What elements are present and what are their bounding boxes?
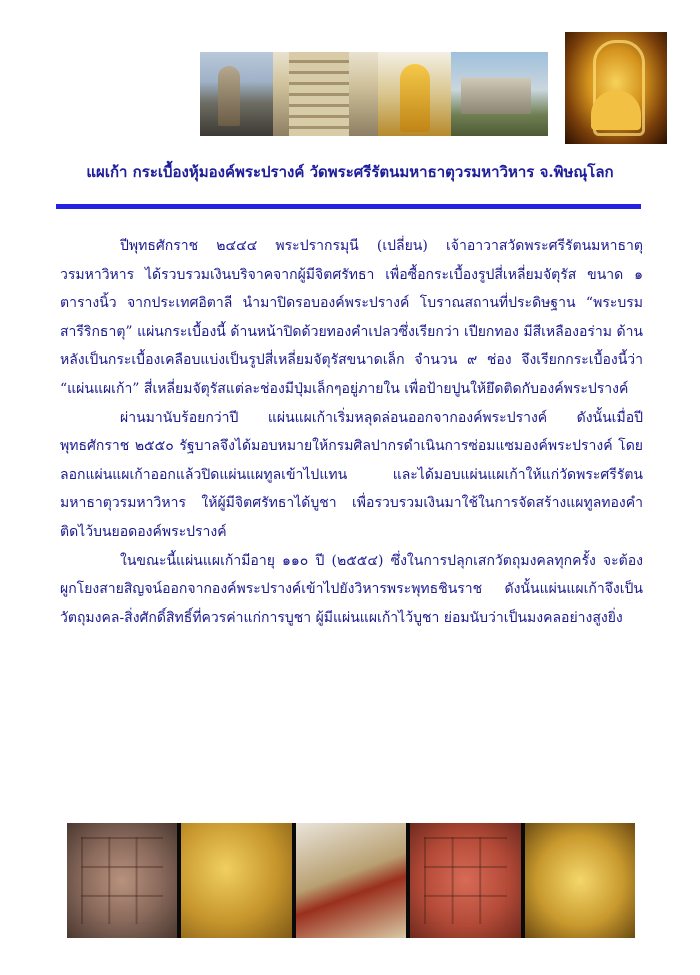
paragraph-significance: ในขณะนี้แผ่นแผเก้ามีอายุ ๑๑๐ ปี (๒๕๕๔) ซึ่งในการปลุกเสกวัตถุมงคลทุกครั้ง จะต้องผูกโยงสายสิญจน์ออกจากองค์พระปรางค์เข้าไปยังวิหารพระพุทธชินราช ดังนั้นแผ่นแผเก้าจึงเป็นวัตถุมงคล-สิ่งศักดิ์สิทธิ์ที่ควรค่าแก่การบูชา ผู้มีแผ่นแผเก้าไว้บูชา ย่อมนับว่าเป็นมงคลอย่างสูงยิ่ง <box>60 552 643 626</box>
tile-broken-photo <box>296 823 406 938</box>
golden-shrine-photo <box>378 52 451 136</box>
tile-gold-front-photo <box>181 823 291 938</box>
tile-photo-strip <box>67 823 635 938</box>
prang-tower-photo <box>273 52 378 136</box>
tile-back-photo <box>67 823 177 938</box>
article-body <box>60 232 643 632</box>
temple-photo-strip <box>200 52 548 136</box>
temple-spire-photo <box>200 52 273 136</box>
paragraph-restoration: ผ่านมานับร้อยกว่าปี แผ่นแผเก้าเริ่มหลุดล่อนออกจากองค์พระปรางค์ ดังนั้นเมื่อปีพุทธศักราช ๒๕๕๐ รัฐบาลจึงได้มอบหมายให้กรมศิลปากรดำเนินการซ่อมแซมองค์พระปรางค์ โดยลอกแผ่นแผเก้าออกแล้วปิดแผ่นแผทูลเข้าไปแทน และได้มอบแผ่นแผเก้าให้แก่วัดพระศรีรัตนมหาธาตุวรมหาวิหาร ให้ผู้มีจิตศรัทธาได้บูชา เพื่อรวบรวมเงินมาใช้ในการจัดสร้างแผทูลทองคำ ติดไว้บนยอดองค์พระปรางค์ <box>60 409 643 540</box>
paragraph-history: ปีพุทธศักราช ๒๔๔๔ พระปรากรมุนี (เปลี่ยน) เจ้าอาวาสวัดพระศรีรัตนมหาธาตุวรมหาวิหาร ได้รวบรวมเงินบริจาคจากผู้มีจิตศรัทธา เพื่อซื้อกระเบื้องรูปสี่เหลี่ยมจัตุรัส ขนาด ๑ ตารางนิ้ว จากประเทศอิตาลี นำมาปิดรอบองค์พระปรางค์ โบราณสถานที่ประดิษฐาน “พระบรมสารีริกธาตุ” แผ่นกระเบื้องนี้ ด้านหน้าปิดด้วยทองคำเปลวซึ่งเรียกว่า เปียกทอง มีสีเหลืองอร่าม ด้านหลังเป็นกระเบื้องเคลือบแบ่งเป็นรูปสี่เหลี่ยมจัตุรัสขนาดเล็ก จำนวน ๙ ช่อง จึงเรียกกระเบื้องนี้ว่า “แผ่นแผเก้า” สี่เหลี่ยมจัตุรัสแต่ละช่องมีปุ่มเล็กๆอยู่ภายใน เพื่อป้ายปูนให้ยึดติดกับองค์พระปรางค์ <box>60 238 643 397</box>
tile-red-back-photo <box>410 823 520 938</box>
temple-ruins-photo <box>451 52 548 136</box>
title-divider <box>56 204 641 209</box>
tile-gold-photo <box>525 823 635 938</box>
page-title: แผเก้า กระเบื้องหุ้มองค์พระปรางค์ วัดพระศรีรัตนมหาธาตุวรมหาวิหาร จ.พิษณุโลก <box>86 163 614 181</box>
buddha-chinnarat-photo <box>565 32 667 144</box>
